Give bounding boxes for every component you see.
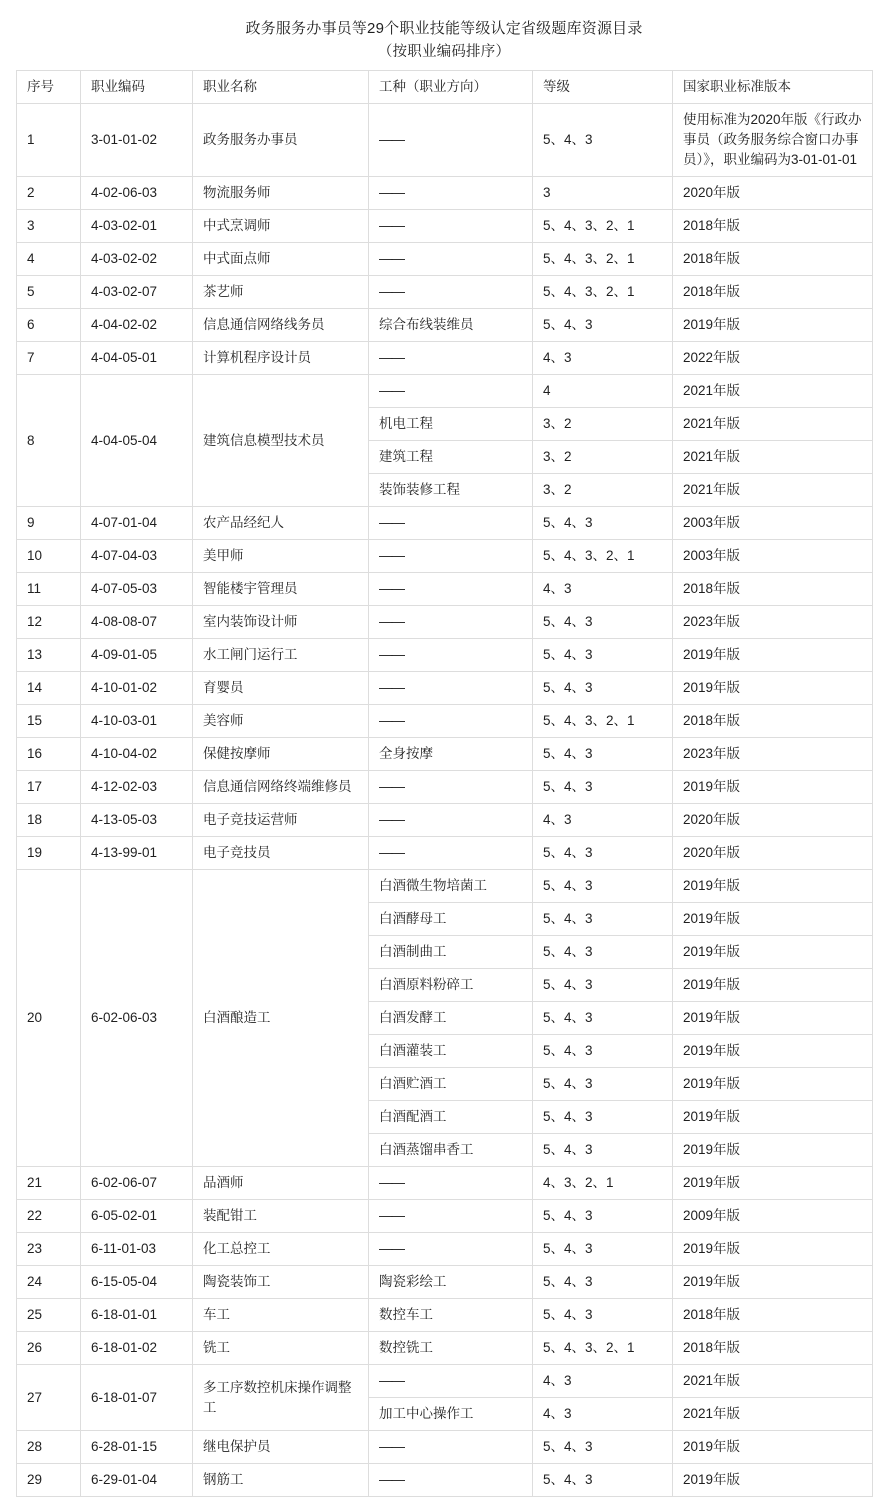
table-row — [17, 606, 873, 639]
cell-level: 5、4、3 — [533, 738, 673, 771]
cell-occupation-name: 中式面点师 — [193, 243, 369, 276]
cell-standard-version: 2019年版 — [673, 309, 873, 342]
cell-work-type: 数控铣工 — [369, 1332, 533, 1365]
cell-level: 5、4、3 — [533, 969, 673, 1002]
cell-occupation-name: 钢筋工 — [193, 1464, 369, 1497]
cell-standard-version: 2021年版 — [673, 375, 873, 408]
cell-work-type: 白酒制曲工 — [369, 936, 533, 969]
cell-level: 5、4、3、2、1 — [533, 1332, 673, 1365]
cell-level: 5、4、3 — [533, 1035, 673, 1068]
cell-work-type — [369, 1167, 533, 1200]
cell-level: 3、2 — [533, 441, 673, 474]
cell-level: 5、4、3 — [533, 837, 673, 870]
column-header-name: 职业名称 — [193, 71, 369, 104]
cell-standard-version: 2019年版 — [673, 1035, 873, 1068]
cell-occupation-code: 4-04-05-01 — [81, 342, 193, 375]
cell-standard-version: 2018年版 — [673, 705, 873, 738]
cell-standard-version: 2003年版 — [673, 540, 873, 573]
cell-work-type — [369, 1365, 533, 1398]
cell-occupation-code: 6-15-05-04 — [81, 1266, 193, 1299]
cell-level: 5、4、3 — [533, 309, 673, 342]
cell-level: 5、4、3、2、1 — [533, 540, 673, 573]
cell-level: 5、4、3 — [533, 1002, 673, 1035]
em-dash-placeholder: —— — [379, 713, 404, 728]
cell-standard-version: 2020年版 — [673, 837, 873, 870]
table-row — [17, 507, 873, 540]
cell-work-type: 全身按摩 — [369, 738, 533, 771]
table-row — [17, 837, 873, 870]
table-row — [17, 342, 873, 375]
cell-occupation-code: 6-18-01-01 — [81, 1299, 193, 1332]
cell-work-type — [369, 276, 533, 309]
cell-standard-version: 2018年版 — [673, 243, 873, 276]
cell-level: 5、4、3、2、1 — [533, 705, 673, 738]
table-row — [17, 177, 873, 210]
cell-standard-version: 2021年版 — [673, 408, 873, 441]
cell-occupation-code: 4-10-04-02 — [81, 738, 193, 771]
cell-level: 4、3 — [533, 342, 673, 375]
cell-work-type: 陶瓷彩绘工 — [369, 1266, 533, 1299]
cell-work-type: 加工中心操作工 — [369, 1398, 533, 1431]
cell-occupation-code: 3-01-01-02 — [81, 104, 193, 177]
cell-serial-number: 16 — [17, 738, 81, 771]
cell-level: 5、4、3 — [533, 507, 673, 540]
cell-occupation-name: 信息通信网络线务员 — [193, 309, 369, 342]
cell-work-type: 建筑工程 — [369, 441, 533, 474]
cell-serial-number: 6 — [17, 309, 81, 342]
table-row — [17, 210, 873, 243]
cell-standard-version: 2021年版 — [673, 1365, 873, 1398]
document-title: 政务服务办事员等29个职业技能等级认定省级题库资源目录 — [245, 20, 643, 37]
column-header-code: 职业编码 — [81, 71, 193, 104]
cell-level: 5、4、3、2、1 — [533, 276, 673, 309]
cell-occupation-code: 4-13-05-03 — [81, 804, 193, 837]
em-dash-placeholder: —— — [379, 647, 404, 662]
em-dash-placeholder: —— — [379, 548, 404, 563]
table-header-row — [17, 71, 873, 104]
cell-occupation-code: 6-05-02-01 — [81, 1200, 193, 1233]
cell-level: 5、4、3 — [533, 1068, 673, 1101]
cell-serial-number: 3 — [17, 210, 81, 243]
cell-work-type: 白酒发酵工 — [369, 1002, 533, 1035]
cell-serial-number: 20 — [17, 870, 81, 1167]
cell-occupation-name: 茶艺师 — [193, 276, 369, 309]
table-row — [17, 870, 873, 903]
em-dash-placeholder: —— — [379, 1241, 404, 1256]
cell-occupation-name: 物流服务师 — [193, 177, 369, 210]
em-dash-placeholder: —— — [379, 1373, 404, 1388]
cell-level: 4、3、2、1 — [533, 1167, 673, 1200]
document-subtitle: （按职业编码排序） — [377, 44, 511, 60]
em-dash-placeholder: —— — [379, 251, 404, 266]
cell-work-type — [369, 705, 533, 738]
table-row — [17, 705, 873, 738]
cell-standard-version: 2023年版 — [673, 738, 873, 771]
cell-standard-version: 2020年版 — [673, 177, 873, 210]
cell-work-type: 白酒贮酒工 — [369, 1068, 533, 1101]
cell-serial-number: 1 — [17, 104, 81, 177]
cell-level: 5、4、3 — [533, 870, 673, 903]
cell-standard-version: 2009年版 — [673, 1200, 873, 1233]
cell-occupation-code: 4-09-01-05 — [81, 639, 193, 672]
table-row — [17, 639, 873, 672]
cell-standard-version: 2020年版 — [673, 804, 873, 837]
cell-occupation-code: 6-02-06-03 — [81, 870, 193, 1167]
cell-level: 3、2 — [533, 408, 673, 441]
cell-occupation-code: 4-04-02-02 — [81, 309, 193, 342]
cell-work-type — [369, 1431, 533, 1464]
cell-serial-number: 27 — [17, 1365, 81, 1431]
cell-occupation-code: 4-02-06-03 — [81, 177, 193, 210]
cell-work-type — [369, 375, 533, 408]
cell-work-type — [369, 837, 533, 870]
cell-occupation-name: 智能楼宇管理员 — [193, 573, 369, 606]
cell-work-type — [369, 672, 533, 705]
table-row — [17, 243, 873, 276]
em-dash-placeholder: —— — [379, 614, 404, 629]
column-header-no: 序号 — [17, 71, 81, 104]
cell-level: 3 — [533, 177, 673, 210]
cell-level: 5、4、3 — [533, 672, 673, 705]
cell-work-type: 白酒灌装工 — [369, 1035, 533, 1068]
cell-serial-number: 9 — [17, 507, 81, 540]
cell-work-type — [369, 804, 533, 837]
cell-occupation-name: 多工序数控机床操作调整工 — [193, 1365, 369, 1431]
cell-occupation-code: 4-10-03-01 — [81, 705, 193, 738]
cell-serial-number: 2 — [17, 177, 81, 210]
cell-occupation-code: 6-28-01-15 — [81, 1431, 193, 1464]
cell-standard-version: 2019年版 — [673, 870, 873, 903]
table-row — [17, 1464, 873, 1497]
cell-work-type — [369, 342, 533, 375]
table-row — [17, 771, 873, 804]
cell-occupation-name: 继电保护员 — [193, 1431, 369, 1464]
em-dash-placeholder: —— — [379, 515, 404, 530]
cell-serial-number: 24 — [17, 1266, 81, 1299]
em-dash-placeholder: —— — [379, 132, 404, 147]
cell-occupation-name: 信息通信网络终端维修员 — [193, 771, 369, 804]
cell-work-type: 装饰装修工程 — [369, 474, 533, 507]
cell-occupation-code: 4-07-01-04 — [81, 507, 193, 540]
cell-work-type — [369, 771, 533, 804]
table-row — [17, 309, 873, 342]
cell-standard-version: 2019年版 — [673, 1134, 873, 1167]
cell-occupation-name: 陶瓷装饰工 — [193, 1266, 369, 1299]
cell-level: 4 — [533, 375, 673, 408]
cell-standard-version: 2023年版 — [673, 606, 873, 639]
cell-standard-version: 2018年版 — [673, 573, 873, 606]
cell-level: 5、4、3 — [533, 1101, 673, 1134]
cell-serial-number: 8 — [17, 375, 81, 507]
occupation-catalog-table — [16, 70, 873, 1497]
cell-occupation-name: 育婴员 — [193, 672, 369, 705]
cell-level: 4、3 — [533, 1398, 673, 1431]
cell-standard-version: 2019年版 — [673, 1464, 873, 1497]
cell-work-type — [369, 1464, 533, 1497]
em-dash-placeholder: —— — [379, 1439, 404, 1454]
cell-occupation-name: 室内装饰设计师 — [193, 606, 369, 639]
cell-standard-version: 2019年版 — [673, 969, 873, 1002]
cell-occupation-name: 美甲师 — [193, 540, 369, 573]
cell-serial-number: 11 — [17, 573, 81, 606]
table-header — [17, 71, 873, 104]
em-dash-placeholder: —— — [379, 350, 404, 365]
cell-standard-version: 2021年版 — [673, 441, 873, 474]
cell-standard-version: 2019年版 — [673, 1167, 873, 1200]
cell-standard-version: 2019年版 — [673, 1233, 873, 1266]
cell-work-type — [369, 573, 533, 606]
table-row — [17, 738, 873, 771]
cell-serial-number: 26 — [17, 1332, 81, 1365]
column-header-std: 国家职业标准版本 — [673, 71, 873, 104]
cell-serial-number: 19 — [17, 837, 81, 870]
table-body — [17, 104, 873, 1497]
cell-occupation-code: 4-03-02-02 — [81, 243, 193, 276]
cell-work-type — [369, 104, 533, 177]
cell-occupation-name: 保健按摩师 — [193, 738, 369, 771]
cell-occupation-code: 4-07-05-03 — [81, 573, 193, 606]
table-row — [17, 1266, 873, 1299]
cell-occupation-code: 4-13-99-01 — [81, 837, 193, 870]
cell-occupation-code: 6-29-01-04 — [81, 1464, 193, 1497]
cell-standard-version: 2018年版 — [673, 1299, 873, 1332]
table-row — [17, 104, 873, 177]
cell-level: 5、4、3 — [533, 1299, 673, 1332]
cell-standard-version: 2019年版 — [673, 639, 873, 672]
table-row — [17, 573, 873, 606]
table-row — [17, 540, 873, 573]
cell-occupation-name: 水工闸门运行工 — [193, 639, 369, 672]
cell-standard-version: 2019年版 — [673, 771, 873, 804]
cell-occupation-name: 建筑信息模型技术员 — [193, 375, 369, 507]
cell-work-type — [369, 639, 533, 672]
cell-serial-number: 21 — [17, 1167, 81, 1200]
cell-level: 5、4、3 — [533, 639, 673, 672]
cell-serial-number: 29 — [17, 1464, 81, 1497]
cell-level: 5、4、3 — [533, 1233, 673, 1266]
cell-standard-version: 2003年版 — [673, 507, 873, 540]
cell-standard-version: 使用标准为2020年版《行政办事员（政务服务综合窗口办事员）》，职业编码为3-01-01-01 — [673, 104, 873, 177]
em-dash-placeholder: —— — [379, 1208, 404, 1223]
em-dash-placeholder: —— — [379, 581, 404, 596]
cell-occupation-name: 计算机程序设计员 — [193, 342, 369, 375]
cell-occupation-name: 装配钳工 — [193, 1200, 369, 1233]
table-row — [17, 804, 873, 837]
cell-work-type — [369, 507, 533, 540]
em-dash-placeholder: —— — [379, 383, 404, 398]
em-dash-placeholder: —— — [379, 845, 404, 860]
cell-standard-version: 2021年版 — [673, 474, 873, 507]
cell-level: 5、4、3 — [533, 606, 673, 639]
cell-level: 5、4、3 — [533, 771, 673, 804]
cell-work-type: 白酒微生物培菌工 — [369, 870, 533, 903]
cell-occupation-name: 美容师 — [193, 705, 369, 738]
table-row — [17, 1431, 873, 1464]
cell-occupation-code: 4-03-02-07 — [81, 276, 193, 309]
table-row — [17, 1299, 873, 1332]
cell-standard-version: 2019年版 — [673, 1266, 873, 1299]
column-header-kind: 工种（职业方向） — [369, 71, 533, 104]
cell-standard-version: 2019年版 — [673, 936, 873, 969]
cell-occupation-name: 白酒酿造工 — [193, 870, 369, 1167]
cell-level: 5、4、3 — [533, 903, 673, 936]
cell-occupation-code: 4-07-04-03 — [81, 540, 193, 573]
cell-occupation-code: 6-02-06-07 — [81, 1167, 193, 1200]
cell-level: 5、4、3 — [533, 1464, 673, 1497]
cell-serial-number: 12 — [17, 606, 81, 639]
cell-occupation-code: 6-11-01-03 — [81, 1233, 193, 1266]
cell-serial-number: 28 — [17, 1431, 81, 1464]
cell-occupation-name: 电子竞技运营师 — [193, 804, 369, 837]
cell-serial-number: 13 — [17, 639, 81, 672]
em-dash-placeholder: —— — [379, 1175, 404, 1190]
cell-level: 5、4、3 — [533, 1134, 673, 1167]
cell-level: 4、3 — [533, 573, 673, 606]
cell-work-type: 综合布线装维员 — [369, 309, 533, 342]
cell-serial-number: 23 — [17, 1233, 81, 1266]
cell-work-type — [369, 540, 533, 573]
table-row — [17, 672, 873, 705]
cell-occupation-name: 电子竞技员 — [193, 837, 369, 870]
cell-level: 5、4、3、2、1 — [533, 210, 673, 243]
cell-serial-number: 22 — [17, 1200, 81, 1233]
cell-serial-number: 18 — [17, 804, 81, 837]
table-row — [17, 1167, 873, 1200]
cell-occupation-name: 政务服务办事员 — [193, 104, 369, 177]
cell-standard-version: 2022年版 — [673, 342, 873, 375]
cell-occupation-name: 化工总控工 — [193, 1233, 369, 1266]
cell-serial-number: 17 — [17, 771, 81, 804]
cell-occupation-name: 农产品经纪人 — [193, 507, 369, 540]
cell-standard-version: 2019年版 — [673, 1068, 873, 1101]
cell-standard-version: 2019年版 — [673, 1431, 873, 1464]
cell-level: 5、4、3 — [533, 104, 673, 177]
table-row — [17, 276, 873, 309]
cell-standard-version: 2018年版 — [673, 1332, 873, 1365]
column-header-level: 等级 — [533, 71, 673, 104]
table-row — [17, 1332, 873, 1365]
cell-serial-number: 10 — [17, 540, 81, 573]
cell-level: 5、4、3、2、1 — [533, 243, 673, 276]
cell-standard-version: 2019年版 — [673, 1101, 873, 1134]
cell-occupation-code: 6-18-01-02 — [81, 1332, 193, 1365]
cell-work-type: 数控车工 — [369, 1299, 533, 1332]
cell-occupation-code: 6-18-01-07 — [81, 1365, 193, 1431]
cell-level: 4、3 — [533, 1365, 673, 1398]
cell-occupation-code: 4-12-02-03 — [81, 771, 193, 804]
cell-work-type: 白酒原料粉碎工 — [369, 969, 533, 1002]
cell-level: 3、2 — [533, 474, 673, 507]
cell-serial-number: 5 — [17, 276, 81, 309]
cell-work-type: 机电工程 — [369, 408, 533, 441]
table-row — [17, 1200, 873, 1233]
cell-standard-version: 2018年版 — [673, 276, 873, 309]
cell-occupation-code: 4-03-02-01 — [81, 210, 193, 243]
em-dash-placeholder: —— — [379, 185, 404, 200]
cell-occupation-name: 车工 — [193, 1299, 369, 1332]
cell-occupation-code: 4-08-08-07 — [81, 606, 193, 639]
cell-work-type — [369, 1233, 533, 1266]
em-dash-placeholder: —— — [379, 1472, 404, 1487]
cell-work-type: 白酒蒸馏串香工 — [369, 1134, 533, 1167]
cell-level: 5、4、3 — [533, 1200, 673, 1233]
cell-level: 5、4、3 — [533, 1266, 673, 1299]
cell-occupation-name: 品酒师 — [193, 1167, 369, 1200]
table-container — [0, 70, 888, 1497]
cell-standard-version: 2021年版 — [673, 1398, 873, 1431]
cell-occupation-name: 中式烹调师 — [193, 210, 369, 243]
cell-work-type — [369, 606, 533, 639]
cell-work-type — [369, 177, 533, 210]
cell-standard-version: 2019年版 — [673, 672, 873, 705]
em-dash-placeholder: —— — [379, 812, 404, 827]
em-dash-placeholder: —— — [379, 779, 404, 794]
cell-serial-number: 14 — [17, 672, 81, 705]
em-dash-placeholder: —— — [379, 680, 404, 695]
cell-occupation-code: 4-04-05-04 — [81, 375, 193, 507]
cell-serial-number: 15 — [17, 705, 81, 738]
table-row — [17, 375, 873, 408]
cell-standard-version: 2019年版 — [673, 903, 873, 936]
cell-work-type — [369, 1200, 533, 1233]
cell-work-type: 白酒酵母工 — [369, 903, 533, 936]
table-row — [17, 1365, 873, 1398]
em-dash-placeholder: —— — [379, 284, 404, 299]
cell-occupation-code: 4-10-01-02 — [81, 672, 193, 705]
cell-occupation-name: 铣工 — [193, 1332, 369, 1365]
cell-standard-version: 2018年版 — [673, 210, 873, 243]
cell-work-type — [369, 210, 533, 243]
cell-level: 5、4、3 — [533, 1431, 673, 1464]
table-row — [17, 1233, 873, 1266]
em-dash-placeholder: —— — [379, 218, 404, 233]
cell-standard-version: 2019年版 — [673, 1002, 873, 1035]
cell-work-type — [369, 243, 533, 276]
cell-serial-number: 25 — [17, 1299, 81, 1332]
cell-work-type: 白酒配酒工 — [369, 1101, 533, 1134]
cell-level: 5、4、3 — [533, 936, 673, 969]
cell-level: 4、3 — [533, 804, 673, 837]
cell-serial-number: 4 — [17, 243, 81, 276]
cell-serial-number: 7 — [17, 342, 81, 375]
